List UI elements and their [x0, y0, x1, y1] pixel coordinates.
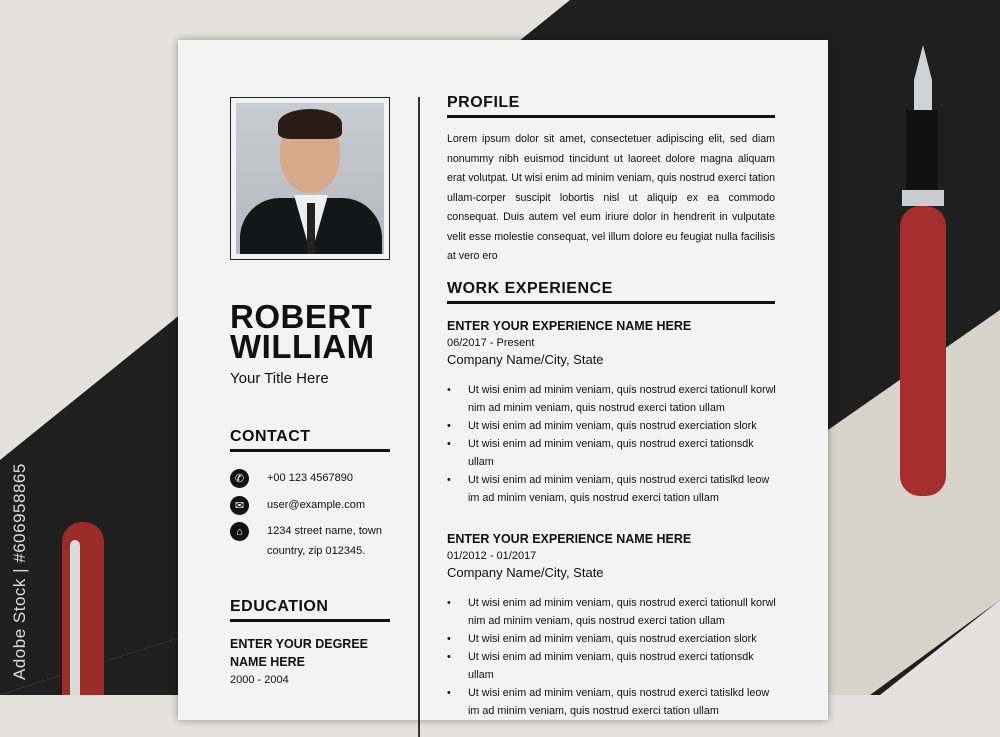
watermark: Adobe Stock | #606958865 [10, 463, 29, 680]
job-bullet: • Ut wisi enim ad minim veniam, quis nostrud exerci tatislkd leow im ad minim veniam, quis nostrud exerci tation ullam [447, 471, 777, 507]
phone-icon: ✆ [230, 469, 249, 488]
job-bullet: • Ut wisi enim ad minim veniam, quis nostrud exerci tatislkd leow im ad minim veniam, quis nostrud exerci tation ullam [447, 684, 777, 720]
work-heading: WORK EXPERIENCE [447, 280, 775, 304]
job-title: Your Title Here [230, 370, 329, 387]
job-company: Company Name/City, State [447, 565, 604, 580]
address-text: 1234 street name, town country, zip 012345. [267, 525, 382, 557]
column-divider [418, 97, 420, 737]
job-bullet: • Ut wisi enim ad minim veniam, quis nostrud exerci tationull korwl nim ad minim veniam, quis nostrud exerci tation ullam [447, 381, 777, 417]
mail-icon: ✉ [230, 496, 249, 515]
degree-name: ENTER YOUR DEGREE NAME HERE [230, 637, 368, 669]
job-bullet: • Ut wisi enim ad minim veniam, quis nostrud exerci tationsdk ullam [447, 648, 777, 684]
job-dates: 01/2012 - 01/2017 [447, 550, 537, 562]
education-heading: EDUCATION [230, 598, 390, 622]
job-entry [447, 532, 777, 720]
job-title: ENTER YOUR EXPERIENCE NAME HERE [447, 532, 692, 546]
contact-phone [230, 469, 400, 488]
job-entry [447, 319, 777, 507]
job-title: ENTER YOUR EXPERIENCE NAME HERE [447, 319, 692, 333]
last-name: WILLIAM [230, 328, 375, 365]
job-bullet: • Ut wisi enim ad minim veniam, quis nostrud exerci tationsdk ullam [447, 435, 777, 471]
profile-text: Lorem ipsum dolor sit amet, consectetuer adipiscing elit, sed diam nonummy nibh euismod tincidunt ut laoreet dolore magna aliquam erat volutpat. Ut wisi enim ad minim veniam, quis nostrud exerci tation ullam-corper suscipit lobortis nisl ut aliquip ex ea commodo consequat. Duis autem vel eum iriure dolor in hendrerit in vulputate velit esse molestie consequat, vel illum dolore eu feugiat nulla facilisis at vero ero [447, 133, 775, 262]
profile-photo [230, 97, 390, 260]
resume-page [178, 40, 828, 720]
phone-text: +00 123 4567890 [267, 472, 353, 484]
job-bullet: • Ut wisi enim ad minim veniam, quis nostrud exerciation slork [447, 630, 777, 648]
full-name [230, 298, 375, 365]
home-icon: ⌂ [230, 522, 249, 541]
ballpoint-pen [62, 522, 104, 695]
job-bullet: • Ut wisi enim ad minim veniam, quis nostrud exerci tationull korwl nim ad minim veniam, quis nostrud exerci tation ullam [447, 594, 777, 630]
profile-heading: PROFILE [447, 94, 775, 118]
job-company: Company Name/City, State [447, 352, 604, 367]
contact-heading: CONTACT [230, 428, 390, 452]
contact-address [230, 522, 400, 561]
job-dates: 06/2017 - Present [447, 337, 535, 349]
email-text: user@example.com [267, 499, 365, 511]
contact-email [230, 496, 400, 515]
education-years: 2000 - 2004 [230, 674, 289, 686]
first-name: ROBERT [230, 298, 373, 335]
job-bullet: • Ut wisi enim ad minim veniam, quis nostrud exerciation slork [447, 417, 777, 435]
